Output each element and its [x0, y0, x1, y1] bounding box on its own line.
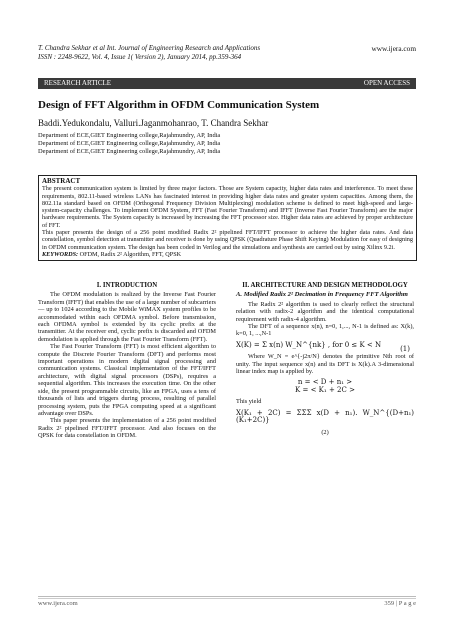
abstract-box: [38, 175, 417, 261]
equation-number: (1): [400, 344, 410, 353]
equation-2: [236, 410, 414, 425]
section-heading: II. ARCHITECTURE AND DESIGN METHODOLOGY: [242, 282, 408, 289]
index-map-k: K = < K₁ + 2C >: [295, 385, 355, 394]
body-paragraph: Where W_N = e^{-j2π/N} denotes the primitive Nth root of unity. The input sequence x(n) and its DFT is X(k).A 3-dimensional linear index map is applied by.: [236, 353, 414, 376]
author-list: Baddi.Yedukondalu, Valluri.Jaganmohanrao, T. Chandra Sekhar: [38, 118, 269, 128]
index-map-n: n = < D + n₁ >: [297, 378, 353, 387]
keywords-line: [42, 251, 413, 258]
keywords-label: KEYWORDS:: [42, 250, 79, 258]
journal-citation: T. Chandra Sekhar et al Int. Journal of Engineering Research and Applications: [38, 44, 261, 52]
body-paragraph: This paper presents the implementation of a 256 point modified Radix 2² pipelined FFT/IFFT processor. And also focuses on the QPSK for data constellation in OFDM.: [38, 417, 216, 440]
yield-text: This yield: [236, 398, 262, 406]
research-article-label: RESEARCH ARTICLE: [44, 79, 112, 87]
body-paragraph: The Fast Fourier Transform (FFT) is most efficient algorithm to compute the Discrete Fourier Transform (DFT) and performs most important operations in modern digital signal processing and communication systems. Classical implementation of the FFT/IFFT architecture, with digital signal processors (DSPs), requires a sequential algorithm. This increases the execution time. On the other side, the present programmable circuits, like an FPGA, uses a tens of thousands of lists and triggers during process, resulting of parallel processing system, puts the FPGA computing speed at a significant advantage over DSPs.: [38, 343, 216, 417]
affiliation: Department of ECE,GIET Engineering college,Rajahmundry, AP, India: [38, 140, 221, 147]
index-map: [236, 379, 414, 394]
abstract-heading: ABSTRACT: [42, 177, 81, 185]
section-heading: I. INTRODUCTION: [96, 282, 158, 289]
paper-title: Design of FFT Algorithm in OFDM Communication System: [38, 99, 320, 111]
body-paragraph: The Radix 2² algorithm is used to clearly reflect the structural relation with radix-2 algorithm and the identical computational requirement with radix-4 algorithm.: [236, 300, 414, 323]
journal-issn: ISSN : 2248-9622, Vol. 4, Issue 1( Version 2), January 2014, pp.359-364: [38, 53, 242, 61]
journal-website[interactable]: www.ijera.com: [371, 44, 416, 53]
equation-1: [236, 340, 414, 353]
affiliation: Department of ECE,GIET Engineering college,Rajahmundry, AP, India: [38, 148, 221, 155]
right-column: [236, 282, 414, 436]
article-type-band: [38, 78, 416, 89]
abstract-paragraph: The present communication system is limited by three major factors. Those are System capacity, higher data rates and interference. To meet these requirements, 802.11-based wireless LANs has fascinated interest in providing higher data rates and greater system capacities. Among them, the 802.11a standard based on OFDM (Orthogonal Frequency Division Multiplexing) modulation scheme is defined to meet high-speed and large-system-capacity challenges. To implement OFDM System, FFT (Fast Fourier Transform) and IFFT (Inverse Fast Fourier Transform) are the major hardware requirements. The System capacity is increased by increasing the FFT processor size. Higher data rates are achieved by proper architecture of FFT.: [42, 185, 413, 229]
abstract-paragraph: This paper presents the design of a 256 point modified Radix 2² pipelined FFT/IFFT processor to achieve the higher data rates. And data constellation, symbol detection at transmitter and receiver is done by using QPSK (Quadrature Phase Shift Keying) Modulation for easy of designing in OFDM communication system. The design has been coded in Verilog and the simulations and synthesis are carried out by using Xilinx 9.2i.: [42, 229, 413, 251]
equation-number: (2): [321, 428, 329, 436]
subsection-heading: A. Modified Radix 2² Decimation in Frequency FFT Algorithm: [236, 291, 408, 299]
page-footer: [38, 598, 416, 609]
footer-website[interactable]: www.ijera.com: [38, 600, 78, 607]
page-number: 359 | P a g e: [384, 600, 416, 607]
affiliation: Department of ECE,GIET Engineering college,Rajahmundry, AP, India: [38, 132, 221, 139]
left-column: [38, 282, 216, 440]
keywords-text: OFDM, Radix 2² Algorithm, FFT, QPSK: [79, 250, 182, 258]
equation-body: X(K) = Σ x(n) W_N^{nk} , for 0 ≤ K < N: [236, 340, 382, 349]
footer-divider: [38, 596, 416, 597]
open-access-label: OPEN ACCESS: [363, 79, 410, 87]
journal-header: [38, 44, 416, 62]
body-paragraph: The DFT of a sequence x(n), n=0, 1,..., N-1 is defined as: X(k), k=0, 1, ...,N-1: [236, 323, 414, 338]
body-paragraph: The OFDM modulation is realized by the Inverse Fast Fourier Transform (IFFT) that enables the use of a large number of subcarriers— up to 1024 according to the Mobile WiMAX system profiles to be accommodated within each OFDMA symbol. Before transmission, each OFDMA symbol is extended by its cyclic prefix at the transmitter. At the receiver end, cyclic prefix is discarded and OFDM demodulation is applied through the Fast Fourier Transform (FFT).: [38, 291, 216, 343]
equation-body: X(K₁ + 2C) = ΣΣΣ x(D + n₁). W_N^{(D+n₁)(K₁+2C)}: [236, 408, 414, 425]
